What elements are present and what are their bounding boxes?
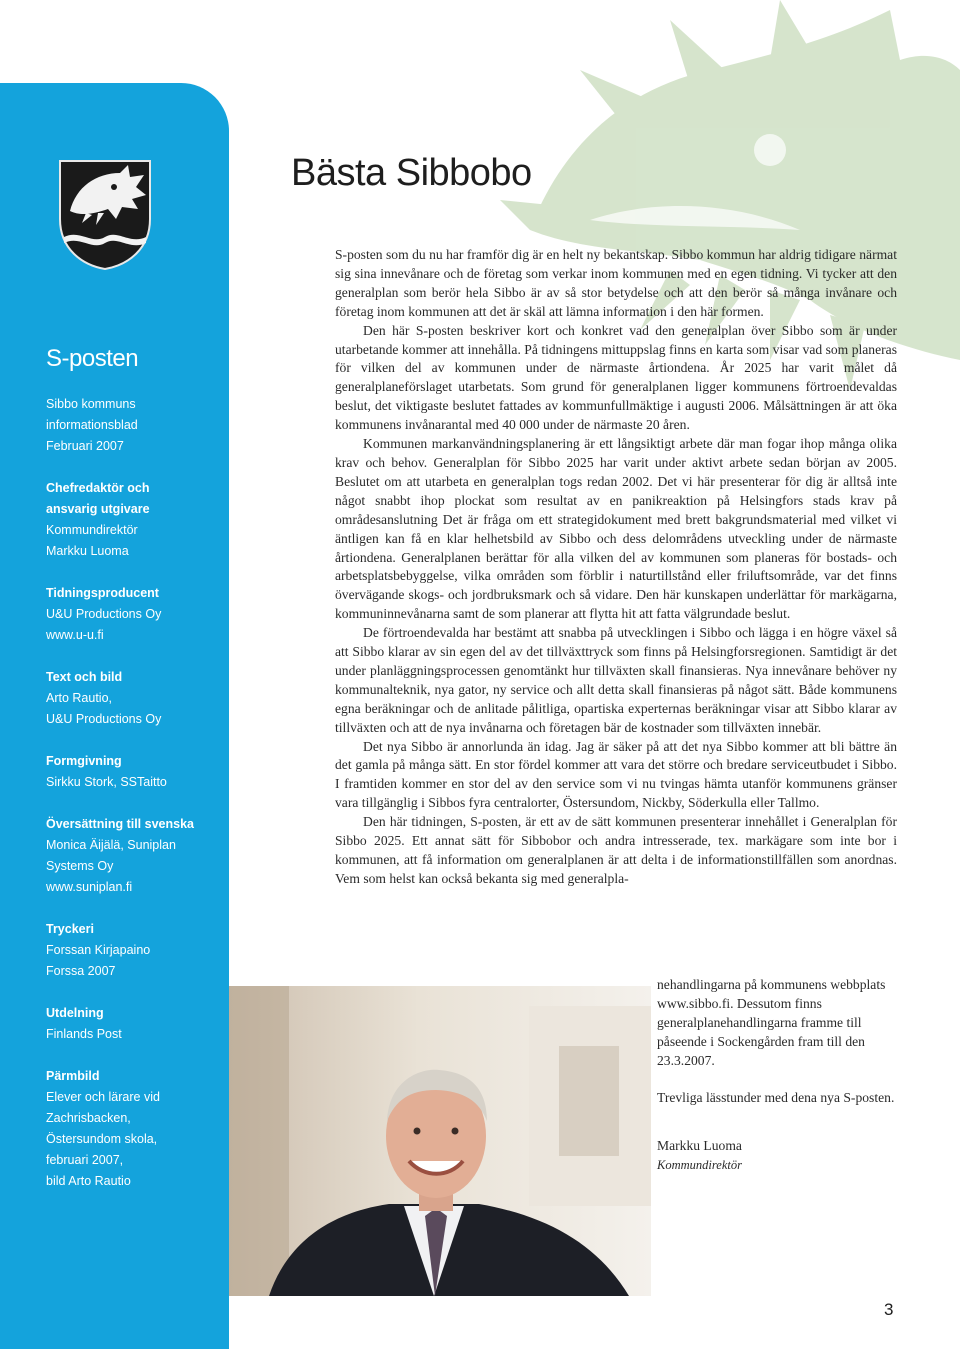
colophon-heading: Text och bild [46, 670, 123, 684]
colophon-block [46, 667, 226, 730]
signature-role: Kommundirektör [657, 1158, 742, 1173]
colophon-heading: Tryckeri [46, 922, 94, 936]
closing-greeting: Trevliga lässtunder med dena nya S-posten. [657, 1089, 895, 1105]
article-paragraph: Den här tidningen, S-posten, är ett av de sätt kommunen presenterar innehållet i Generalplan för Sibbo 2025. Ett annat sätt för Sibbobor och andra intresserade, tex. markägare som inte bor i kommunen, att få information om generalplanen är att delta i de informationstillfällen som anordnas. Vem som helst kan också bekanta sig med generalpla- [335, 814, 897, 886]
colophon-block [46, 478, 226, 562]
colophon-heading: Tidningsproducent [46, 586, 159, 600]
colophon-line: Februari 2007 [46, 439, 124, 453]
colophon-line: U&U Productions Oy [46, 712, 162, 726]
article-paragraph: S-posten som du nu har framför dig är en helt ny bekantskap. Sibbo kommun har aldrig tidigare närmat sig sina innevånare och de företag som verkar inom kommunen med en egen tidning. Vi tycker att den generalplan som berör hela Sibbo är av så stor betydelse och att den berör så många invånare och företag inom kommunen att det är skäl att lämna information i den här formen. [335, 247, 897, 319]
colophon-heading: Utdelning [46, 1006, 104, 1020]
colophon-line: Systems Oy [46, 859, 114, 873]
colophon-heading: Pärmbild [46, 1069, 100, 1083]
colophon-line: Markku Luoma [46, 544, 129, 558]
colophon-line: informationsblad [46, 418, 138, 432]
colophon-line: Forssa 2007 [46, 964, 116, 978]
colophon-block [46, 919, 226, 982]
colophon-line: Elever och lärare vid [46, 1090, 160, 1104]
colophon-heading: Formgivning [46, 754, 122, 768]
colophon-block [46, 1066, 226, 1192]
colophon-link[interactable]: www.u-u.fi [46, 628, 104, 642]
article-continuation: nehandlingarna på kommunens webbplats www.sibbo.fi. Dessutom finns generalplanehandlingarna framme till påseende i Sockengården fram till den 23.3.2007. [657, 977, 886, 1068]
article-ending [657, 976, 897, 1175]
colophon-line: Kommundirektör [46, 523, 138, 537]
colophon-block [46, 1003, 226, 1045]
portrait-photo [229, 986, 651, 1296]
article-paragraph: Den här S-posten beskriver kort och konkret vad den generalplan över Sibbo som är under utarbetande kommer att innehålla. På tidningens mittuppslag finns en karta som visar vad som planeras för vilken del av kommunen under de närmaste årtiondena. År 2025 har varit målet då generalplaneförslaget utarbetats. Som grund för generalplanen ligger kommunens förtroendevaldas beslut, det viktigaste beslutet fattades av kommunfullmäktige i augusti 2006. Målsättningen är att öka kommunens invånarantal med 40 000 under de närmaste 20 åren. [335, 322, 897, 433]
colophon-line: Forssan Kirjapaino [46, 943, 151, 957]
sidebar-masthead: S-posten [46, 345, 139, 372]
signature-name: Markku Luoma [657, 1138, 742, 1154]
colophon-line: Zachrisbacken, [46, 1111, 131, 1125]
colophon-heading: Översättning till svenska [46, 817, 194, 831]
page-number: 3 [884, 1300, 894, 1319]
colophon-block [46, 394, 226, 457]
colophon-line: U&U Productions Oy [46, 607, 162, 621]
page-title: Bästa Sibbobo [291, 152, 532, 194]
article-paragraph: Det nya Sibbo är annorlunda än idag. Jag är säker på att det nya Sibbo kommer att bli bättre än det gamla på många sätt. En stor fördel kommer att vara det större och bredare serviceutbudet i Sibbo. I framtiden kommer en stor del av den service som vi nu tvingas hämta utanför kommunens gränser vara tillgänglig i Sibbos fyra centralorter, Östersundom, Nickby, Söderkulla eller Tallmo. [335, 738, 897, 811]
article-paragraph: De förtroendevalda har bestämt att snabba på utvecklingen i Sibbo och lägga i en högre växel så att Sibbo klarar av sin egen del av det tillväxttryck som finns på Helsingforsregionen. Samtidigt är det under planläggningsprocessen genomtänkt hur tillväxten skall finansieras. Nya innevånare behöver ny kommunalteknik, nya gator, ny service och allt detta skall finansieras på något sätt. Både kommunens egna beräkningar och de anlitade pålitliga, opartiska experternas beräkningar visar att Sibbo klarar av tillväxten och att de nya invånarna och företagen bär de kostnader som tillväxten innebär. [335, 625, 897, 735]
colophon-block [46, 751, 226, 793]
colophon [46, 394, 226, 1213]
colophon-line: Monica Äijälä, Suniplan [46, 838, 176, 852]
colophon-line: Arto Rautio, [46, 691, 113, 705]
colophon-line: bild Arto Rautio [46, 1174, 131, 1188]
colophon-line: Östersundom skola, [46, 1132, 158, 1146]
colophon-block [46, 814, 226, 898]
colophon-line: februari 2007, [46, 1153, 124, 1167]
coat-of-arms-icon [56, 157, 154, 271]
article-body [335, 246, 897, 889]
colophon-link[interactable]: www.suniplan.fi [46, 880, 133, 894]
colophon-block [46, 583, 226, 646]
article-paragraph: Kommunen markanvändningsplanering är ett långsiktigt arbete där man fogar ihop många olika krav och behov. Generalplan för Sibbo 2025 har varit under aktivt arbete sedan början av 2005. Beslutet om att utarbeta en generalplan togs redan 2002. Det vi här presenterar för dig är alltså inte något snabbt ihop plockat som resultat av en panikreaktion på Helsingfors stads krav på områdesanslutning Det är fråga om ett strategidokument med brett bakgrundsmaterial med vilket vi äntligen kan få en klar helhetsbild av Sibbo och dess delområdens utveckling under de närmaste årtiondena. Generalplanen berättar för alla vilken del av kommunen som planeras för bostads- och arbetsplatsbebyggelse, vilka områden som förblir i naturtillstånd eller friluftsområde, var det finns övervägande skogs- och jordbruksmark och så vidare. Den här kunskapen underlättar för markägarna, kommuninnevånarna samt de som planerar att flytta hit att fatta välgrundade beslut. [335, 436, 897, 622]
colophon-line: Sibbo kommuns [46, 397, 136, 411]
colophon-heading: Chefredaktör och ansvarig utgivare [46, 481, 150, 516]
colophon-line: Sirkku Stork, SSTaitto [46, 775, 167, 789]
colophon-line: Finlands Post [46, 1027, 122, 1041]
